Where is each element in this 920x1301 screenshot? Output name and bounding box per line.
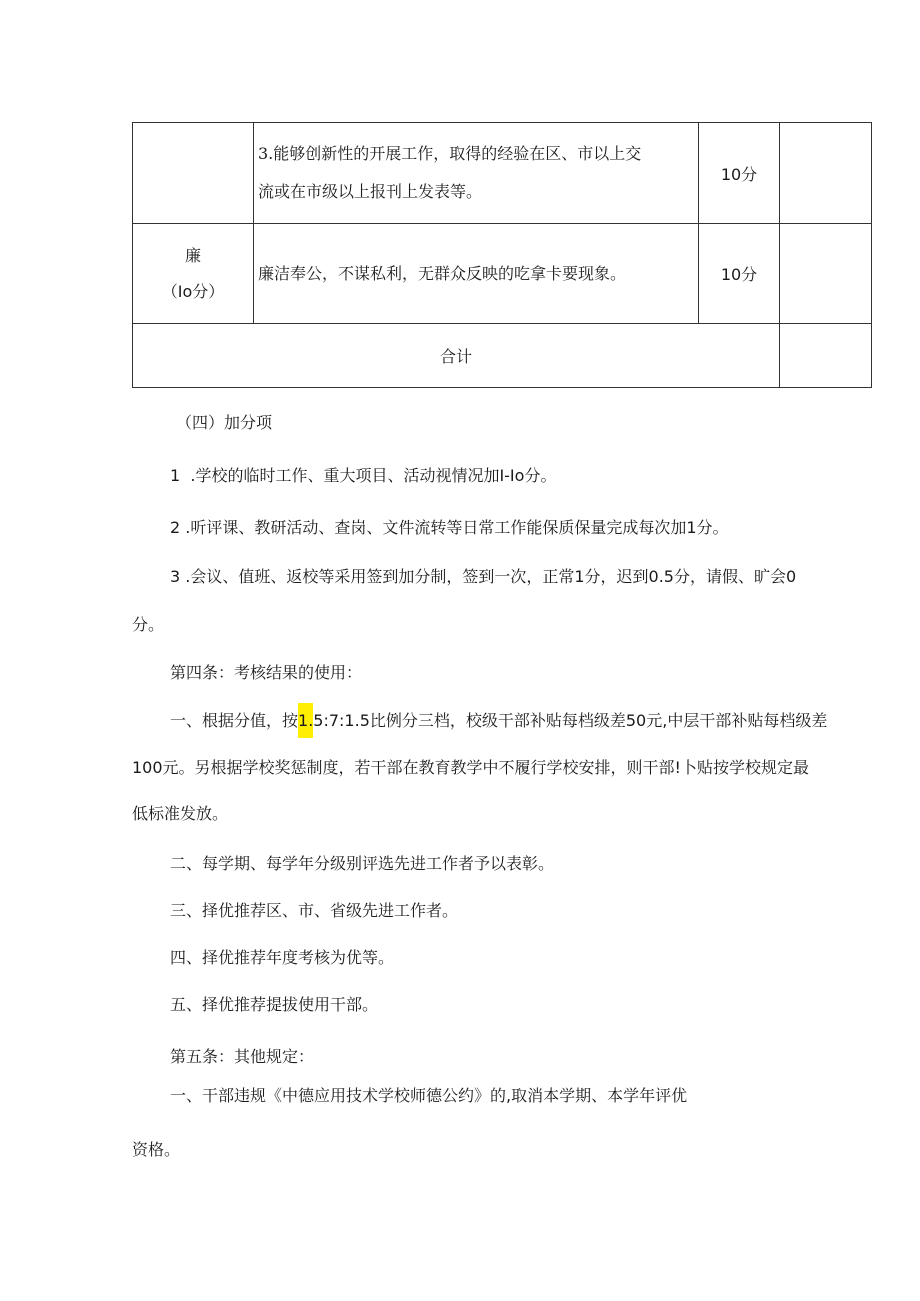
article-paragraph <box>170 708 827 731</box>
article-paragraph: 一、干部违规《中德应用技术学校师德公约》的,取消本学期、本学年评优 <box>170 1086 688 1105</box>
table-row <box>133 123 872 224</box>
category-points: （Io分） <box>161 281 225 301</box>
article-paragraph-cont: 资格。 <box>132 1140 181 1159</box>
article-paragraph-cont: 低标准发放。 <box>132 804 229 823</box>
section-heading: （四）加分项 <box>176 413 273 432</box>
bonus-item-1: 1 .学校的临时工作、重大项目、活动视情况加I-Io分。 <box>170 466 557 485</box>
points-cell: 10分 <box>699 224 780 324</box>
assessment-table <box>132 122 872 388</box>
article-paragraph-cont: 100元。另根据学校奖惩制度，若干部在教育教学中不履行学校安排，则干部!卜贴按学校规定最 <box>132 758 809 777</box>
category-cell <box>133 123 254 224</box>
article-heading: 第五条：其他规定： <box>170 1047 315 1066</box>
bonus-item-2: 2 .听评课、教研活动、查岗、文件流转等日常工作能保质保量完成每次加1分。 <box>170 518 729 537</box>
category-name: 廉 <box>184 245 201 265</box>
article-heading: 第四条：考核结果的使用： <box>170 663 363 682</box>
article-paragraph: 四、择优推荐年度考核为优等。 <box>170 948 395 967</box>
criteria-line: 3.能够创新性的开展工作，取得的经验在区、市以上交 <box>258 144 642 163</box>
article-paragraph: 五、择优推荐提拔使用干部。 <box>170 995 379 1014</box>
article-paragraph: 三、择优推荐区、市、省级先进工作者。 <box>170 901 459 920</box>
points-cell: 10分 <box>699 123 780 224</box>
score-cell <box>780 224 872 324</box>
text-segment: 一、根据分值，按 <box>170 711 299 730</box>
criteria-cell: 廉洁奉公，不谋私利，无群众反映的吃拿卡要现象。 <box>254 224 699 324</box>
category-cell <box>133 224 254 324</box>
criteria-cell <box>254 123 699 224</box>
bonus-item-3-cont: 分。 <box>132 615 165 634</box>
text-segment: 5:7:1.5比例分三档，校级干部补贴每档级差50元,中层干部补贴每档级差 <box>313 711 828 730</box>
total-row <box>133 324 872 388</box>
criteria-line: 流或在市级以上报刊上发表等。 <box>258 182 483 201</box>
highlighted-text: 1. <box>298 703 313 738</box>
total-score-cell <box>780 324 872 388</box>
article-paragraph: 二、每学期、每学年分级别评选先进工作者予以表彰。 <box>170 854 555 873</box>
score-cell <box>780 123 872 224</box>
table-row <box>133 224 872 324</box>
total-label: 合计 <box>133 324 780 388</box>
bonus-item-3: 3 .会议、值班、返校等采用签到加分制，签到一次，正常1分，迟到0.5分，请假、旷会0 <box>170 567 797 586</box>
